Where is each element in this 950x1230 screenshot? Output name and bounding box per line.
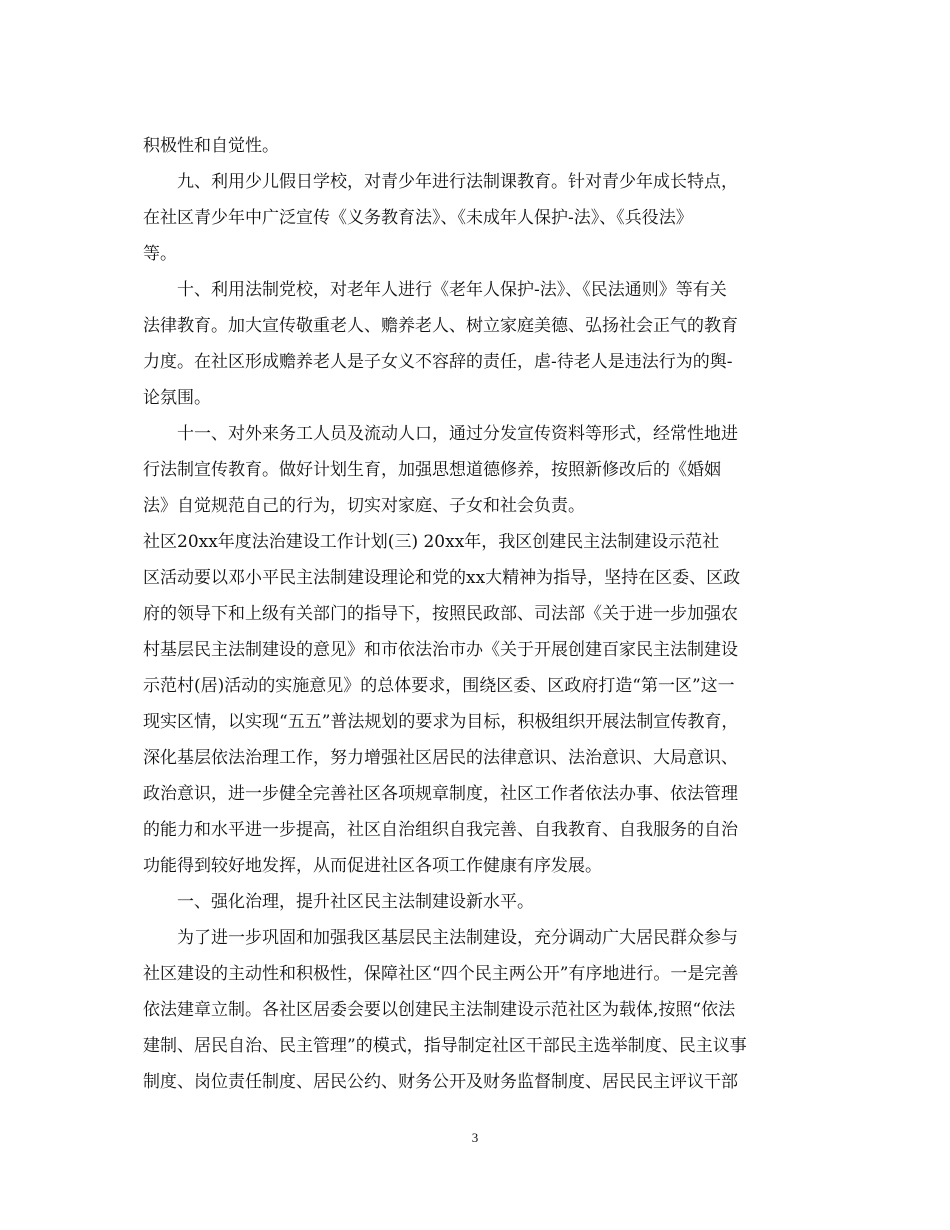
text-line: 功能得到较好地发挥，从而促进社区各项工作健康有序发展。 bbox=[143, 856, 602, 876]
page-number: 3 bbox=[471, 1130, 479, 1145]
text-line: 积极性和自觉性。 bbox=[143, 136, 279, 156]
text-line: 法律教育。加大宣传敬重老人、赡养老人、树立家庭美德、弘扬社会正气的教育 bbox=[143, 316, 738, 336]
text-line: 依法建章立制。各社区居委会要以创建民主法制建设示范社区为载体,按照“依法 bbox=[143, 1000, 736, 1020]
text-line: 社区20xx年度法治建设工作计划(三) 20xx年，我区创建民主法制建设示范社 bbox=[143, 532, 720, 552]
text-line: 在社区青少年中广泛宣传《义务教育法》、《未成年人保护-法》、《兵役法》 bbox=[143, 208, 693, 228]
text-line: 为了进一步巩固和加强我区基层民主法制建设，充分调动广大居民群众参与 bbox=[177, 928, 738, 948]
text-line: 区活动要以邓小平民主法制建设理论和党的xx大精神为指导，坚持在区委、区政 bbox=[143, 568, 741, 588]
text-line: 政治意识，进一步健全完善社区各项规章制度，社区工作者依法办事、依法管理 bbox=[143, 784, 738, 804]
text-line: 行法制宣传教育。做好计划生育，加强思想道德修养，按照新修改后的《婚姻 bbox=[143, 460, 721, 480]
text-line: 的能力和水平进一步提高，社区自治组织自我完善、自我教育、自我服务的自治 bbox=[143, 820, 738, 840]
text-line: 示范村(居)活动的实施意见》的总体要求，围绕区委、区政府打造“第一区”这一 bbox=[143, 676, 735, 696]
text-line: 一、强化治理，提升社区民主法制建设新水平。 bbox=[177, 892, 534, 912]
text-line: 村基层民主法制建设的意见》和市依法治市办《关于开展创建百家民主法制建设 bbox=[143, 640, 738, 660]
text-line: 论氛围。 bbox=[143, 388, 211, 408]
text-line: 法》自觉规范自己的行为，切实对家庭、子女和社会负责。 bbox=[143, 496, 585, 516]
text-line: 府的领导下和上级有关部门的指导下，按照民政部、司法部《关于进一步加强农 bbox=[143, 604, 738, 624]
text-line: 力度。在社区形成赡养老人是子女义不容辞的责任，虐-待老人是违法行为的舆- bbox=[143, 352, 733, 372]
text-line: 十一、对外来务工人员及流动人口，通过分发宣传资料等形式，经常性地进 bbox=[177, 424, 738, 444]
text-line: 制度、岗位责任制度、居民公约、财务公开及财务监督制度、居民民主评议干部 bbox=[143, 1072, 738, 1092]
text-line: 社区建设的主动性和积极性，保障社区“四个民主两公开”有序地进行。一是完善 bbox=[143, 964, 739, 984]
text-line: 九、利用少儿假日学校，对青少年进行法制课教育。针对青少年成长特点， bbox=[177, 172, 738, 192]
text-line: 十、利用法制党校，对老年人进行《老年人保护-法》、《民法通则》等有关 bbox=[177, 280, 727, 300]
text-line: 建制、居民自治、民主管理”的模式，指导制定社区干部民主选举制度、民主议事 bbox=[143, 1036, 747, 1056]
document-body bbox=[143, 128, 805, 1100]
text-line: 等。 bbox=[143, 244, 177, 264]
text-line: 深化基层依法治理工作，努力增强社区居民的法律意识、法治意识、大局意识、 bbox=[143, 748, 738, 768]
text-line: 现实区情，以实现“五五”普法规划的要求为目标，积极组织开展法制宣传教育， bbox=[143, 712, 739, 732]
